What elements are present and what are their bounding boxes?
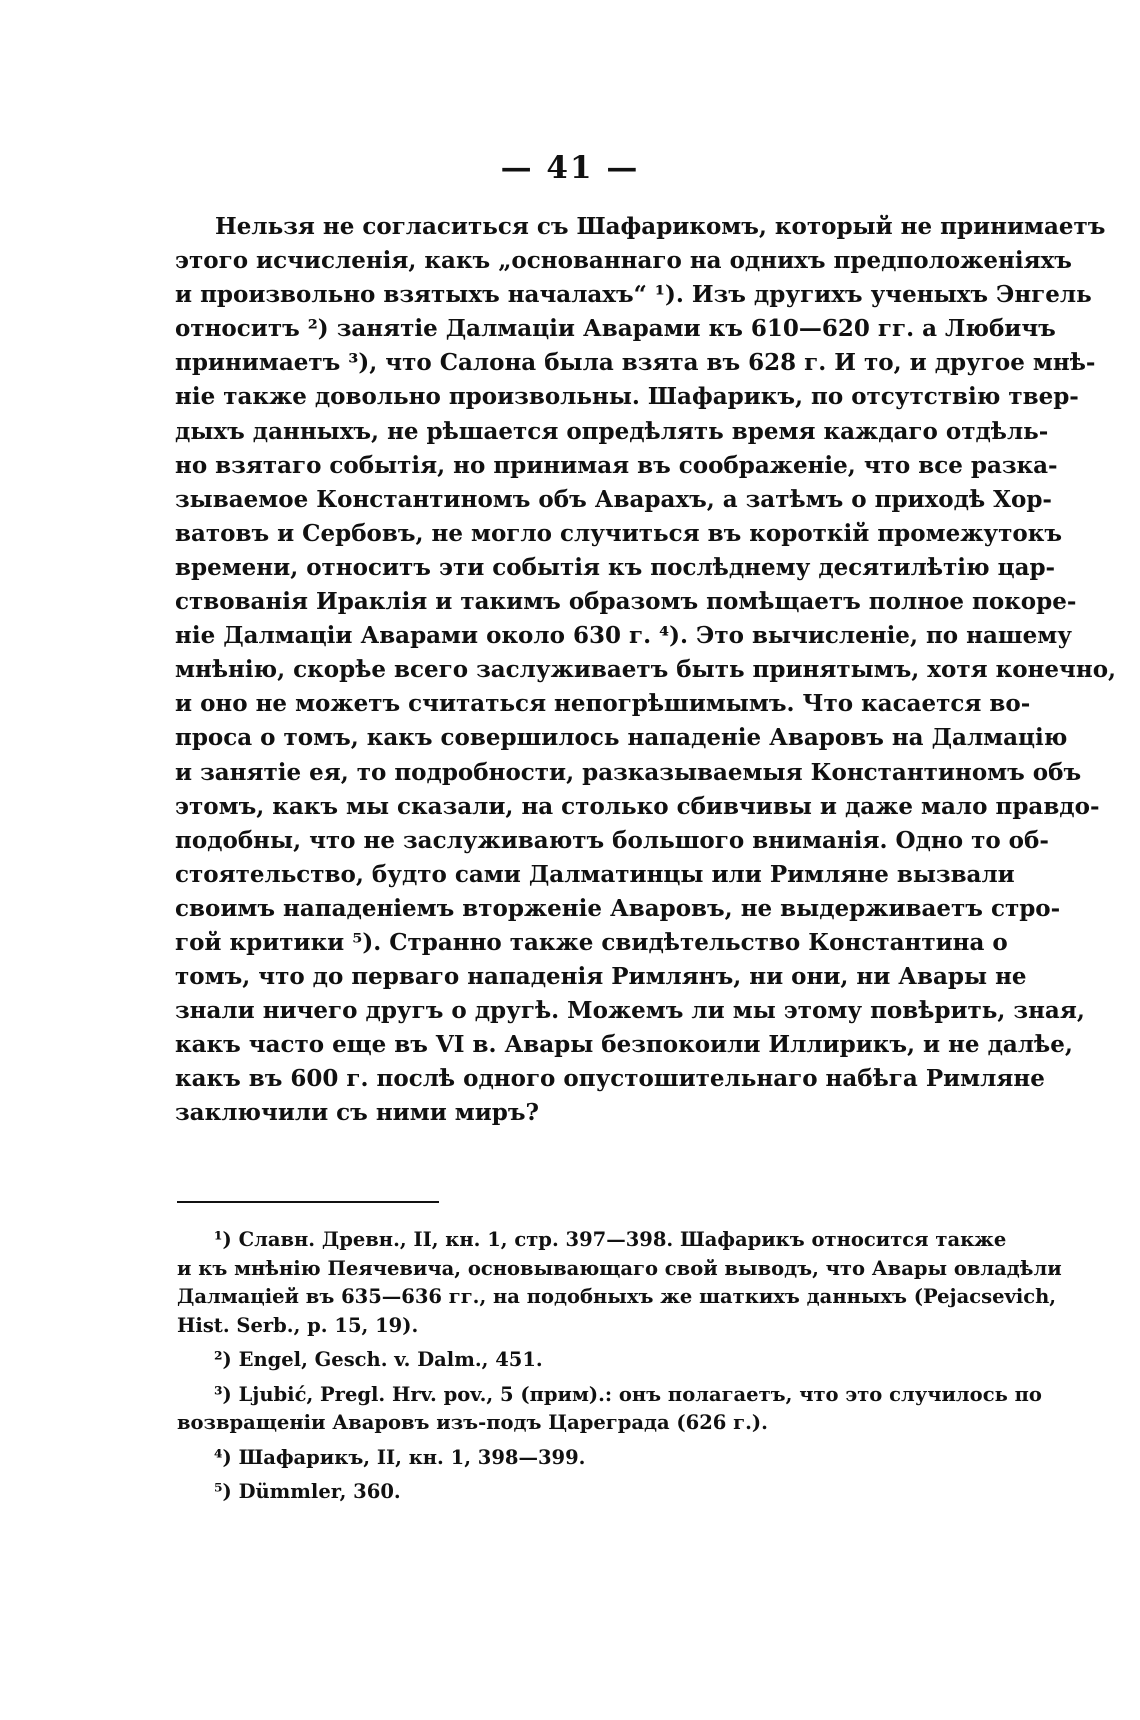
footnote-3-line: возвращеніи Аваровъ изъ-подъ Цареграда (626 г.). [177,1411,768,1434]
footnote-text: Ljubić, Pregl. Hrv. pov., 5 (прим).: онъ полагаетъ, что это случилось по [238,1382,1042,1406]
footnote-text: Славн. Древн., II, кн. 1, стр. 397—398. Шафарикъ относится также [238,1228,1007,1251]
paragraph-line: но взятаго событія, но принимая въ соображеніе, что все разка- [175,451,1058,479]
paragraph-line: гой критики ⁵). Странно также свидѣтельство Константина о [175,928,1008,956]
paragraph-line: и занятіе ея, то подробности, разказываемыя Константиномъ объ [175,758,1082,786]
paragraph-line: томъ, что до перваго нападенія Римлянъ, ни они, ни Авары не [175,963,1027,991]
paragraph-line: зываемое Константиномъ объ Аварахъ, а затѣмъ о приходѣ Хор- [175,485,1052,513]
paragraph-line: принимаетъ ³), что Салона была взята въ 628 г. И то, и другое мнѣ- [175,349,1096,377]
paragraph-line: какъ часто еще въ VI в. Авары безпокоили Иллирикъ, и не далѣе, [175,1031,1073,1059]
paragraph-line: какъ въ 600 г. послѣ одного опустошительнаго набѣга Римляне [175,1065,1045,1093]
footnote-2 [177,1346,960,1375]
paragraph-line: ватовъ и Сербовъ, не могло случиться въ короткій промежутокъ [175,519,1063,547]
paragraph-line: подобны, что не заслуживаютъ большого вниманія. Одно то об- [175,826,1049,854]
paragraph-line: относитъ ²) занятіе Далмаціи Аварами къ 610—620 гг. а Любичъ [175,315,1056,343]
paragraph-line: и оно не можетъ считаться непогрѣшимымъ. Что касается во- [175,690,1031,718]
footnote-text: Engel, Gesch. v. Dalm., 451. [238,1348,543,1371]
footnote-1 [177,1226,1007,1255]
footnote-marker: ⁵) [214,1480,232,1503]
paragraph-line: времени, относитъ эти событія къ послѣднему десятилѣтію цар- [175,553,1056,581]
footnote-text: Шафарикъ, II, кн. 1, 398—399. [238,1445,586,1469]
footnote-text: Dümmler, 360. [238,1480,401,1503]
paragraph-line: и произвольно взятыхъ началахъ“ ¹). Изъ другихъ ученыхъ Энгель [175,281,1092,309]
paragraph-line: Нельзя не согласиться съ Шафарикомъ, который не принимаетъ [215,213,1106,240]
footnote-4 [177,1444,960,1473]
footnote-1-line: Далмаціей въ 635—636 гг., на подобныхъ же шаткихъ данныхъ (Pejacsevich, [177,1285,1057,1308]
paragraph-line: мнѣнію, скорѣе всего заслуживаетъ быть принятымъ, хотя конечно, [175,656,1117,684]
footnote-3 [177,1381,1042,1410]
paragraph-line: этомъ, какъ мы сказали, на столько сбивчивы и даже мало правдо- [175,792,1100,820]
footnote-marker: ⁴) [214,1445,232,1469]
page-number: — 41 — [500,150,640,186]
paragraph-line: своимъ нападеніемъ вторженіе Аваровъ, не выдерживаетъ стро- [175,894,1061,922]
footnote-marker: ¹) [214,1228,232,1251]
footnote-1-line: Hist. Serb., p. 15, 19). [177,1313,419,1337]
paragraph-line: ніе также довольно произвольны. Шафарикъ, по отсутствію твер- [175,383,1079,411]
footnote-1-line: и къ мнѣнію Пеячевича, основывающаго свой выводъ, что Авары овладѣли [177,1256,1062,1280]
footnote-separator [177,1201,439,1203]
footnote-marker: ³) [214,1382,232,1406]
paragraph-line: ніе Далмаціи Аварами около 630 г. ⁴). Это вычисленіе, по нашему [175,622,1072,650]
paragraph-line: стоятельство, будто сами Далматинцы или Римляне вызвали [175,860,1015,888]
paragraph-line: ствованія Ираклія и такимъ образомъ помѣщаетъ полное покоре- [175,588,1077,616]
paragraph-line: дыхъ данныхъ, не рѣшается опредѣлять время каждаго отдѣль- [175,417,1049,445]
paragraph-line: проса о томъ, какъ совершилось нападеніе Аваровъ на Далмацію [175,724,1068,752]
main-paragraph [175,210,1117,1131]
footnote-5 [177,1478,960,1507]
footnote-marker: ²) [214,1348,232,1371]
paragraph-line: заключили съ ними миръ? [175,1099,540,1127]
paragraph-line: этого исчисленія, какъ „основаннаго на однихъ предположеніяхъ [175,247,1072,275]
paragraph-line: знали ничего другъ о другѣ. Можемъ ли мы этому повѣрить, зная, [175,997,1085,1025]
footnotes [177,1226,1062,1507]
